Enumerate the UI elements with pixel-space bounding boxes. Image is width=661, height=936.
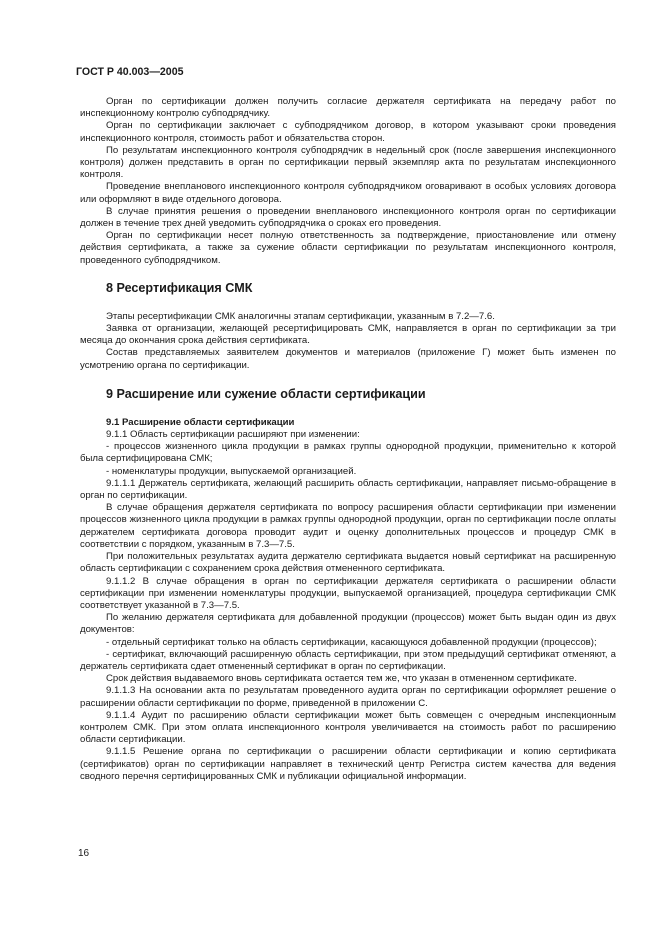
section-heading-scope-change: 9 Расширение или сужение области сертификации [106,386,426,401]
paragraph: 9.1.1.1 Держатель сертификата, желающий расширить область сертификации, направляет письмо-обращение в орган по сертификации. [80,477,616,502]
section-heading-recertification: 8 Ресертификация СМК [106,280,253,295]
document-header: ГОСТ Р 40.003—2005 [76,66,184,78]
paragraph: Состав представляемых заявителем документов и материалов (приложение Г) может быть изменен по усмотрению органа по сертификации. [80,347,616,371]
paragraph: В случае обращения держателя сертификата по вопросу расширения области сертификации при изменении процессов жизненного цикла продукции в рамках группы однородной продукции, орган по сертификации после оплаты держателем сертификата договора проводит аудит и оценку дополнительных процессов и процедур СМК в соответствии с порядком, указанным в 7.3—7.5. [80,502,616,550]
page-number: 16 [78,848,90,859]
paragraph: 9.1.1 Область сертификации расширяют при изменении: [106,429,360,441]
paragraph: 9.1.1.3 На основании акта по результатам проведенного аудита орган по сертификации оформляет решение о расширении области сертификации по форме, приведенной в приложении С. [80,685,616,709]
paragraph: По желанию держателя сертификата для добавленной продукции (процессов) может быть выдан один из двух документов: [80,612,616,636]
list-item: - процессов жизненного цикла продукции в рамках группы однородной продукции, применительно к которой была сертифицирована СМК; [80,441,616,465]
list-item: - номенклатуры продукции, выпускаемой организацией. [106,465,357,477]
paragraph: 9.1.1.4 Аудит по расширению области сертификации может быть совмещен с очередным инспекционным контролем СМК. При этом оплата инспекционного контроля увеличивается на стоимость работ по расширению области сертификации. [80,709,616,746]
list-item: - отдельный сертификат только на область сертификации, касающуюся добавленной продукции (процессов); [106,636,597,648]
paragraph: При положительных результатах аудита держателю сертификата выдается новый сертификат на расширенную область сертификации с сохранением срока действия отмененного сертификата. [80,551,616,575]
paragraph: Орган по сертификации заключает с субподрядчиком договор, в котором указывают сроки проведения инспекционного контроля, стоимость работ и обязательства сторон. [80,120,616,144]
paragraph: Срок действия выдаваемого вновь сертификата остается тем же, что указан в отмененном сертификате. [106,673,577,685]
paragraph: 9.1.1.5 Решение органа по сертификации о расширении области сертификации и копию сертификата (сертификатов) орган по сертификации направляет в технический центр Регистра систем качества для ведения сводного перечня сертифицированных СМК и публикации официальной информации. [80,746,616,782]
paragraph: Проведение внепланового инспекционного контроля субподрядчиком оговаривают в особых условиях договора или оформляют в виде отдельного договора. [80,181,616,205]
paragraph: По результатам инспекционного контроля субподрядчик в недельный срок (после завершения инспекционного контроля) должен представить в орган по сертификации первый экземпляр акта по результатам инспекционного контроля. [80,144,616,181]
paragraph: Этапы ресертификации СМК аналогичны этапам сертификации, указанным в 7.2—7.6. [106,310,495,322]
subsection-heading: 9.1 Расширение области сертификации [106,416,295,428]
paragraph: 9.1.1.2 В случае обращения в орган по сертификации держателя сертификата о расширении области сертификации при изменении номенклатуры продукции, выпускаемой организацией, процедура сертификации СМК соответствует указанной в 7.3—7.5. [80,575,616,611]
paragraph: Заявка от организации, желающей ресертифицировать СМК, направляется в орган по сертификации за три месяца до окончания срока действия сертификата. [80,323,616,347]
paragraph: В случае принятия решения о проведении внепланового инспекционного контроля орган по сертификации должен в течение трех дней уведомить субподрядчика о сроках его проведения. [80,205,616,230]
document-body [80,96,616,783]
list-item: - сертификат, включающий расширенную область сертификации, при этом предыдущий сертификат отменяют, а держатель сертификата сдает отмененный сертификат в орган по сертификации. [80,648,616,672]
paragraph: Орган по сертификации несет полную ответственность за подтверждение, приостановление или отмену действия сертификата, а также за сужение области сертификации по результатам инспекционного контроля, проведенного субподрядчиком. [80,230,616,266]
paragraph: Орган по сертификации должен получить согласие держателя сертификата на передачу работ по инспекционному контролю субподрядчику. [80,96,616,120]
